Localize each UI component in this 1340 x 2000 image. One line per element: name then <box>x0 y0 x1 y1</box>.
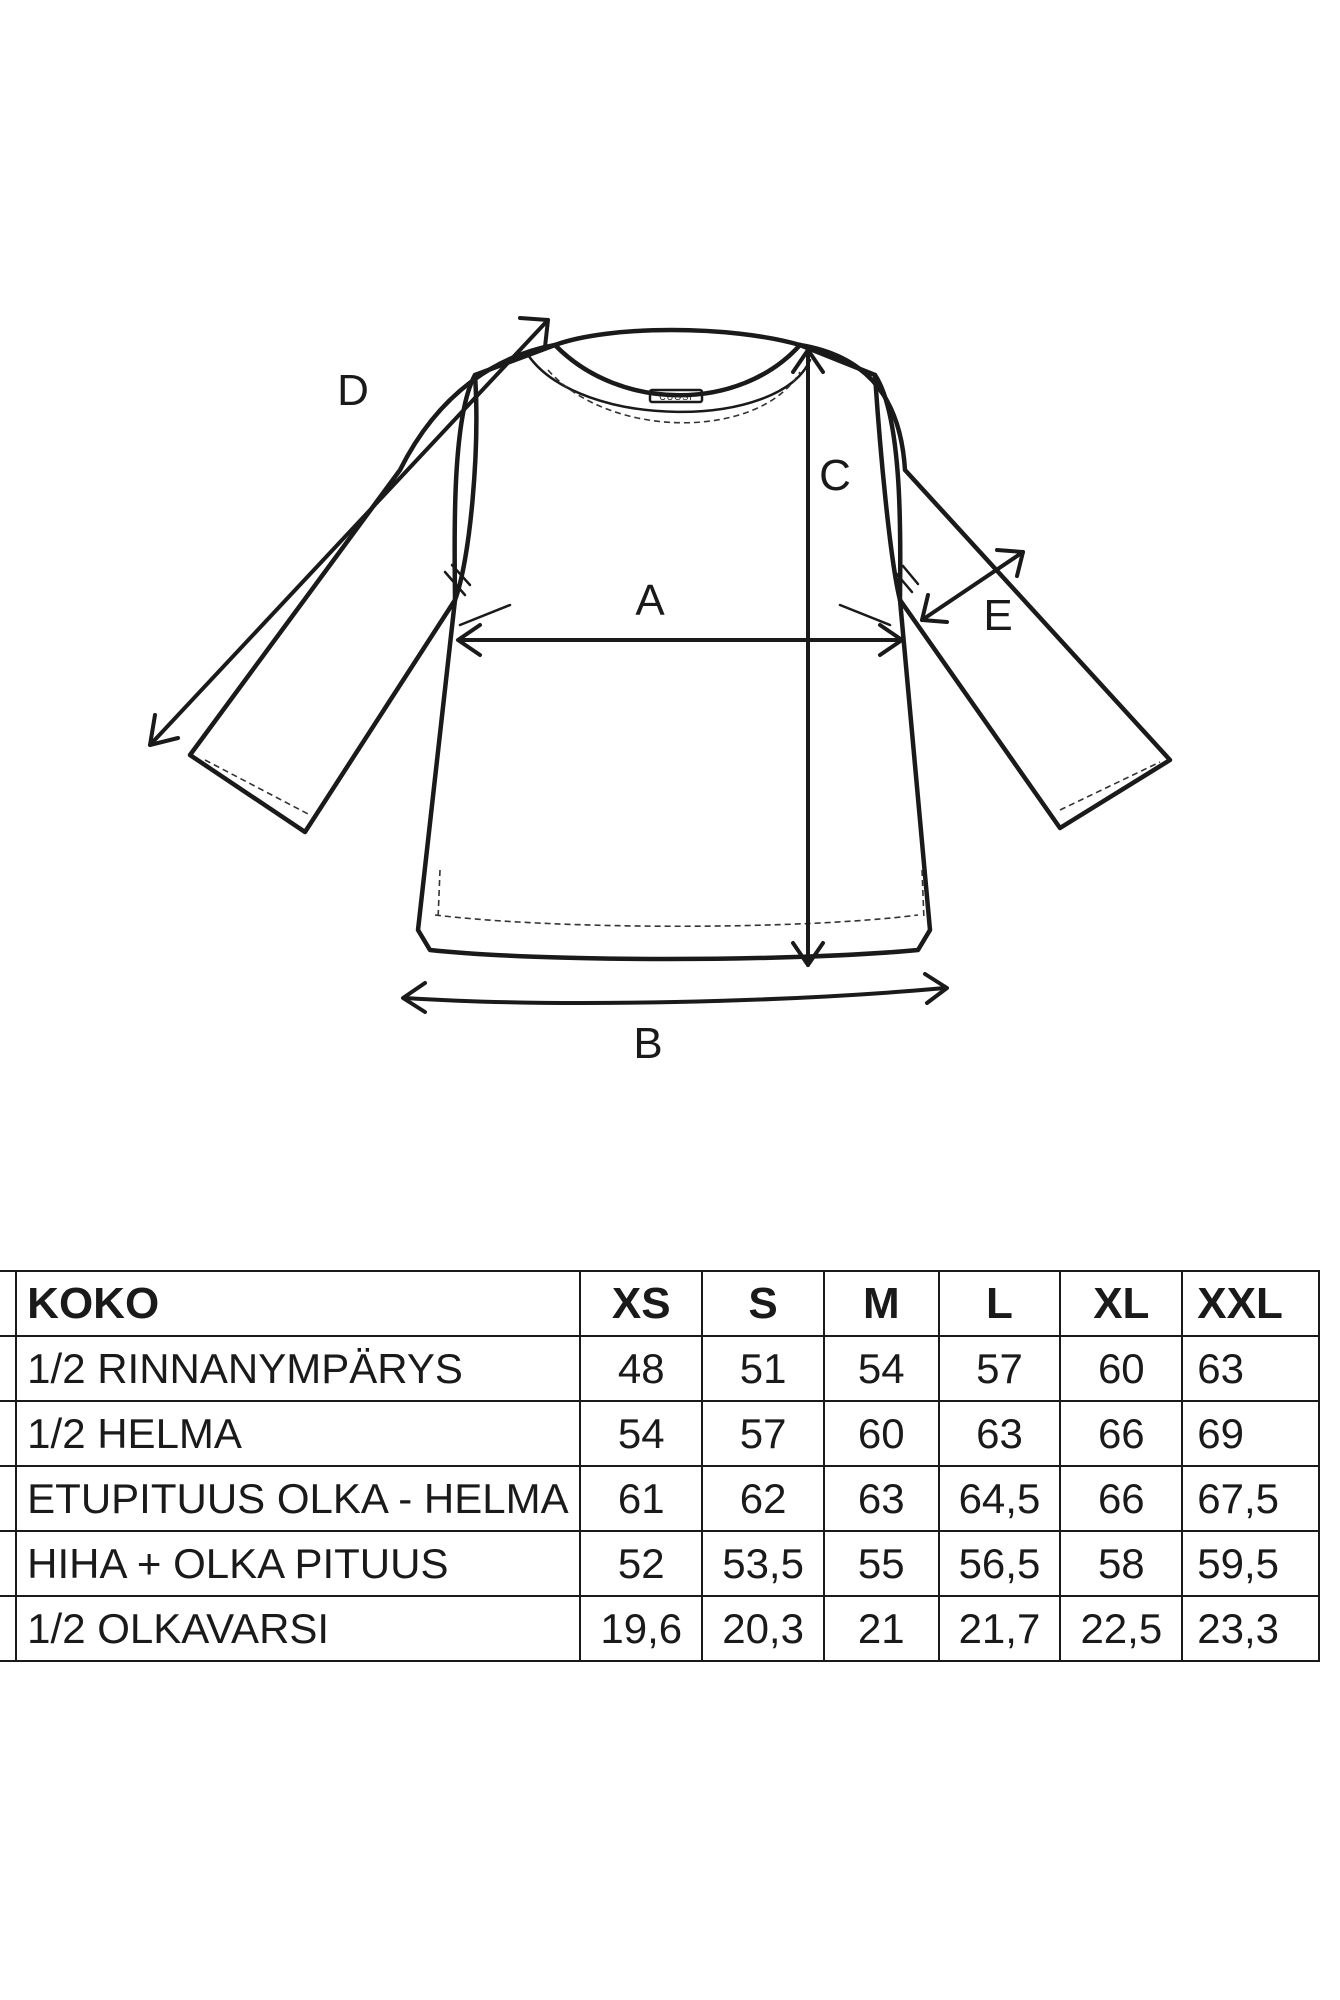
size-header-s: S <box>702 1271 824 1336</box>
table-cell: 60 <box>824 1401 939 1466</box>
lead-cell <box>0 1336 16 1401</box>
measure-d-label: D <box>337 366 369 415</box>
table-cell: 21,7 <box>939 1596 1061 1661</box>
measure-c-arrow <box>793 350 823 965</box>
table-cell: 67,5 <box>1182 1466 1319 1531</box>
table-cell: 66 <box>1060 1401 1182 1466</box>
row-label: 1/2 OLKAVARSI <box>16 1596 580 1661</box>
measure-e-label: E <box>983 591 1013 640</box>
table-cell: 62 <box>702 1466 824 1531</box>
table-cell: 60 <box>1060 1336 1182 1401</box>
table-row <box>0 1596 1319 1661</box>
table-row <box>0 1336 1319 1401</box>
table-row <box>0 1466 1319 1531</box>
table-cell: 20,3 <box>702 1596 824 1661</box>
table-cell: 55 <box>824 1531 939 1596</box>
table-cell: 61 <box>580 1466 702 1531</box>
table-row <box>0 1401 1319 1466</box>
table-cell: 23,3 <box>1182 1596 1319 1661</box>
row-label: 1/2 HELMA <box>16 1401 580 1466</box>
table-cell: 69 <box>1182 1401 1319 1466</box>
size-header-xl: XL <box>1060 1271 1182 1336</box>
size-header-m: M <box>824 1271 939 1336</box>
table-cell: 57 <box>939 1336 1061 1401</box>
size-header-l: L <box>939 1271 1061 1336</box>
table-cell: 64,5 <box>939 1466 1061 1531</box>
lead-cell <box>0 1271 16 1336</box>
row-label: 1/2 RINNANYMPÄRYS <box>16 1336 580 1401</box>
lead-cell <box>0 1596 16 1661</box>
table-cell: 63 <box>824 1466 939 1531</box>
table-cell: 63 <box>1182 1336 1319 1401</box>
shirt-outline <box>190 330 1170 959</box>
row-label: ETUPITUUS OLKA - HELMA <box>16 1466 580 1531</box>
lead-cell <box>0 1531 16 1596</box>
measure-a-arrow <box>458 605 902 655</box>
measure-b-label: B <box>633 1019 663 1068</box>
table-row <box>0 1531 1319 1596</box>
lead-cell <box>0 1466 16 1531</box>
measure-b-arrow <box>403 974 947 1012</box>
size-header-xs: XS <box>580 1271 702 1336</box>
row-label: HIHA + OLKA PITUUS <box>16 1531 580 1596</box>
table-cell: 19,6 <box>580 1596 702 1661</box>
lead-cell <box>0 1401 16 1466</box>
table-cell: 48 <box>580 1336 702 1401</box>
table-cell: 63 <box>939 1401 1061 1466</box>
table-cell: 57 <box>702 1401 824 1466</box>
table-cell: 22,5 <box>1060 1596 1182 1661</box>
table-cell: 21 <box>824 1596 939 1661</box>
table-cell: 59,5 <box>1182 1531 1319 1596</box>
measure-a-label: A <box>635 576 665 625</box>
brand-label: CUOSI <box>659 392 693 402</box>
size-table <box>0 1270 1320 1662</box>
table-cell: 52 <box>580 1531 702 1596</box>
table-cell: 51 <box>702 1336 824 1401</box>
table-cell: 58 <box>1060 1531 1182 1596</box>
table-cell: 56,5 <box>939 1531 1061 1596</box>
measure-c-label: C <box>819 451 851 500</box>
size-header-row <box>0 1271 1319 1336</box>
size-header-xxl: XXL <box>1182 1271 1319 1336</box>
table-cell: 54 <box>824 1336 939 1401</box>
size-header-label: KOKO <box>16 1271 580 1336</box>
table-cell: 53,5 <box>702 1531 824 1596</box>
table-cell: 66 <box>1060 1466 1182 1531</box>
table-cell: 54 <box>580 1401 702 1466</box>
